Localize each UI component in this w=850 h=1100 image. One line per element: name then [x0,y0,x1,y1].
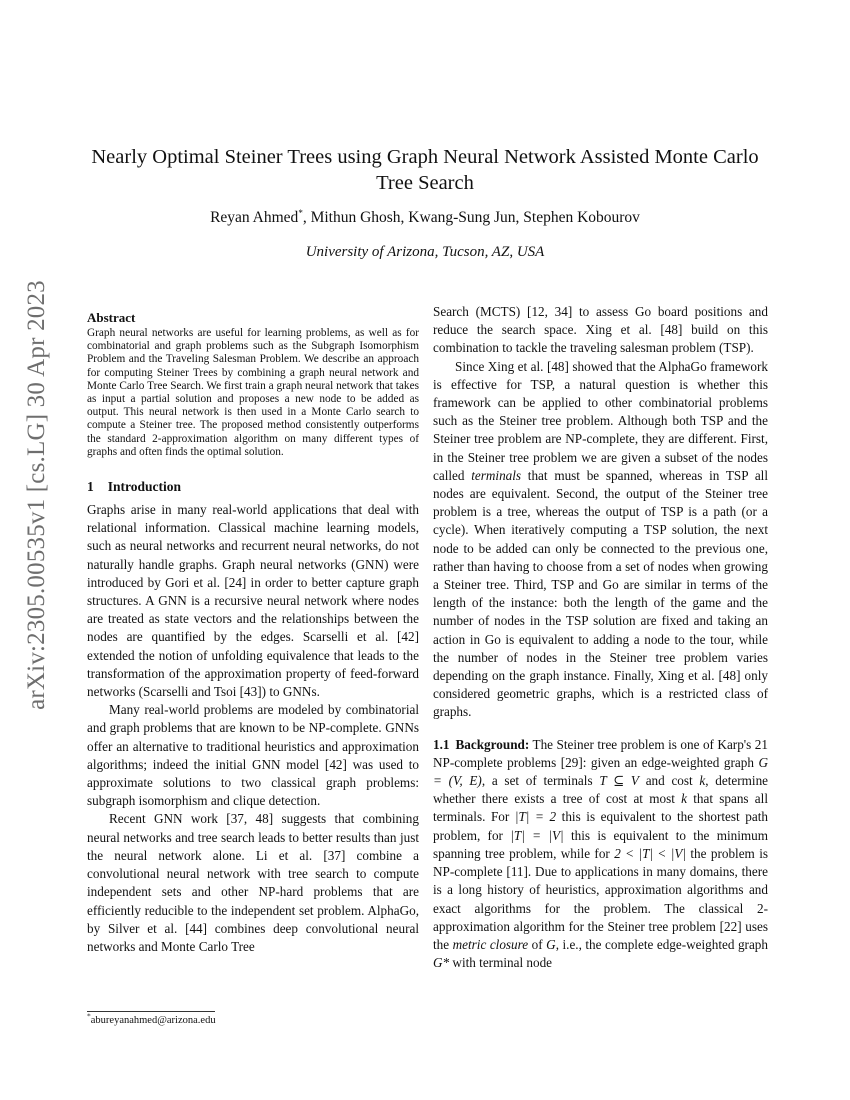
background-paragraph [433,736,768,973]
text-run: the problem is NP-complete [11]. Due to applications in many domains, there is a long history of heuristics, approximation algorithms and exact algorithms for the problem. The classical 2-approximation algorithm for the Steiner tree problem [22] uses the [433,845,768,952]
emphasis-metric-closure: metric closure [452,936,529,952]
abstract-heading: Abstract [87,310,136,325]
abstract-text: Graph neural networks are useful for learning problems, as well as for combinatorial and graph problems such as the Subgraph Isomorphism Problem and the Traveling Salesman Problem. We describe an approach for computing Steiner Trees by combining a graph neural network and Monte Carlo Tree Search. We first train a graph neural network that takes as input a partial solution and proposes a new node to be added as output. This neural network is then used in a Monte Carlo search to compute a Steiner tree. The proposed method consistently outperforms the standard 2-approximation algorithm on many different types of graphs and often finds the optimal solution. [87,327,419,458]
right-paragraph-2 [433,358,768,722]
intro-paragraph-2: Many real-world problems are modeled by combinatorial and graph problems that are known to be NP-complete. GNNs offer an alternative to traditional heuristics and approximation algorithms; indeed the initial GNN model [42] was used to approximate solutions to two classical graph problems: subgraph isomorphism and clique detection. [87,702,419,809]
section-heading-introduction [87,478,419,496]
math-inline: k [681,791,687,807]
text-run: The Steiner tree problem is one of Karp's 21 NP-complete problems [29]: given an edge-weighted graph [433,736,768,770]
emphasis-terminals: terminals [471,467,522,483]
paragraph-gap [433,722,768,736]
affiliation: University of Arizona, Tucson, AZ, USA [305,244,545,260]
text-run: , a set of terminals [481,773,600,789]
text-run: and cost [638,773,700,789]
text-run: , determine whether there exists a tree of cost at most [433,773,769,807]
text-run: Since Xing et al. [48] showed that the AlphaGo framework is effective for TSP, a natural question is whether this framework can be applied to other combinatorial problems such as the Steiner tree problem. Although both TSP and the Steiner tree problem are NP-complete, they are different. First, in the Steiner tree problem we are given a subset of the nodes called [433,358,768,483]
other-authors: , Mithun Ghosh, Kwang-Sung Jun, Stephen Kobourov [302,209,640,226]
section-number: 1 [87,479,94,495]
footnote-divider [87,1011,215,1012]
arxiv-identifier: arXiv:2305.00535v1 [cs.LG] 30 Apr 2023 [23,280,50,710]
right-paragraph-1: Search (MCTS) [12, 34] to assess Go board positions and reduce the search space. Xing et al. [48] build on this combination to tackle the traveling salesman problem (TSP). [433,304,768,356]
math-inline: 2 < |T| < |V| [614,845,686,861]
author-footnote-marker: * [298,207,303,218]
text-run: that spans all terminals. For [433,791,768,825]
left-column [87,310,419,956]
section-title: Introduction [107,479,182,495]
subsection-heading-background [433,737,529,752]
math-inline: |T| = 2 [514,809,557,825]
author-email: abureyanahmed@arizona.edu [90,1015,216,1026]
math-inline: G [546,936,556,952]
text-run: that must be spanned, whereas in TSP all nodes are equivalent. Second, the output of the Steiner tree problem is a tree, whereas the output of TSP is a path (or a cycle). When iteratively computing a TSP solution, the next node to be added can only be connected to the previous one, rather than having to choose from a set of nodes when growing a Steiner tree. Third, TSP and Go are similar in terms of the length of the instance: both the length of the game and the number of nodes in the TSP solution are fixed and taking an action in Go is equivalent to adding a node to the tour, while the number of nodes in the Steiner tree problem varies depending on the graph instance. Finally, Xing et al. [48] only considered geometric graphs, which is a restricted class of graphs. [433,467,769,720]
math-inline: G* [433,955,450,971]
math-inline: G = (V, E) [433,754,768,789]
text-run: with terminal node [449,955,553,971]
text-run: of [528,936,547,952]
text-run: this is equivalent to the minimum spanning tree problem, while for [433,827,768,861]
math-inline: T ⊆ V [599,773,639,789]
text-run: , i.e., the complete edge-weighted graph [555,936,768,952]
paper-title: Nearly Optimal Steiner Trees using Graph Neural Network Assisted Monte Carlo Tree Search [91,146,759,194]
math-inline: |T| = |V| [510,827,564,843]
math-inline: k [699,773,706,789]
text-run: this is equivalent to the shortest path problem, for [433,809,768,843]
right-column [433,303,768,972]
subsection-title: Background: [455,736,530,752]
subsection-number: 1.1 [433,736,450,752]
first-author: Reyan Ahmed [210,209,299,226]
intro-paragraph-1: Graphs arise in many real-world applications that deal with relational information. Classical machine learning models, such as neural networks and recurrent neural networks, do not naturally handle graphs. Graph neural networks (GNN) were introduced by Gori et al. [24] in order to better capture graph structures. A GNN is a recursive neural network where nodes are treated as state vectors and the relationships between the nodes are quantified by the edges. Scarselli et al. [42] extended the notion of unfolding equivalence that leads to the transformation of the approximation property of feed-forward networks (Scarselli and Tsoi [43]) to GNNs. [87,502,419,700]
arxiv-side-stamp [20,280,54,710]
intro-paragraph-3: Recent GNN work [37, 48] suggests that combining neural networks and tree search leads to better results than just the neural network alone. Li et al. [37] combine a convolutional neural network with tree search to compute independent sets and other NP-hard problems that are efficiently reducible to the independent set problem. AlphaGo, by Silver et al. [44] combines deep convolutional neural networks and Monte Carlo Tree [87,811,419,954]
footnote [87,1011,419,1027]
footnote-marker: * [87,1011,91,1021]
author-list [90,208,760,228]
